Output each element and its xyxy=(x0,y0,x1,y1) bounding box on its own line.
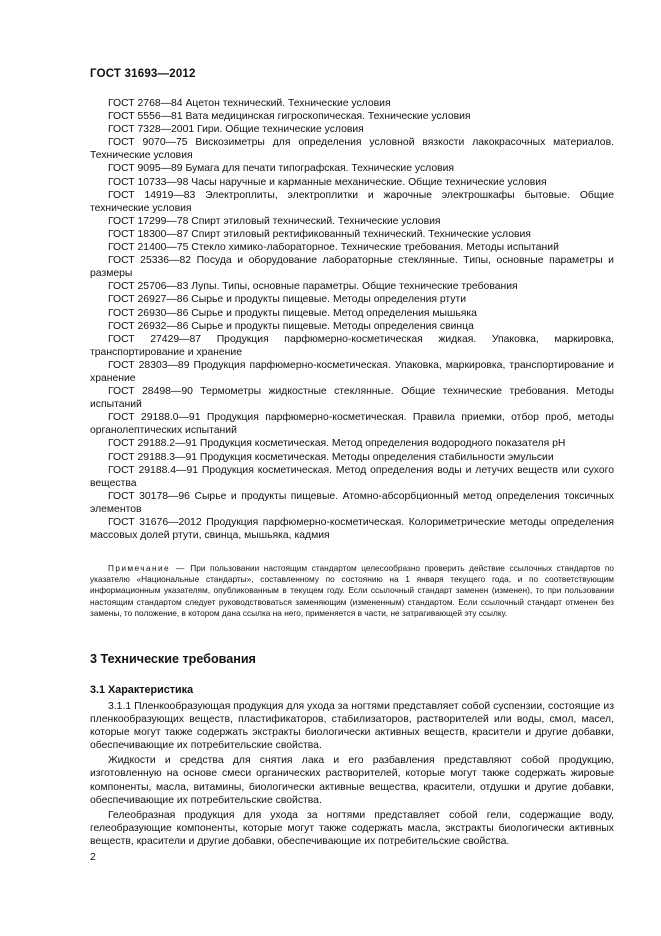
note-text: При пользовании настоящим стандартом целесообразно проверить действие ссылочных стандартов по указателю «Национальные стандарты», составленному по состоянию на 1 января текущего года, и по соответствующим информационным указателям, опубликованным в текущем году. Если ссылочный стандарт заменен (изменен), то при пользовании настоящим стандартом следует руководствоваться заменяющим (измененным) стандартом. Если ссылочный стандарт отменен без замены, то положение, в котором дана ссылка на него, применяется в части, не затрагивающей эту ссылку. xyxy=(90,563,614,618)
section-body xyxy=(90,700,614,850)
section-title: 3 Технические требования xyxy=(90,652,256,666)
reference-item: ГОСТ 27429—87 Продукция парфюмерно-косметическая жидкая. Упаковка, маркировка, транспортирование и хранение xyxy=(90,333,614,358)
paragraph: Жидкости и средства для снятия лака и его разбавления представляют собой продукцию, изготовленную на основе смеси органических растворителей, которые могут также содержать жировые компоненты, масла, витамины, биологически активные вещества, красители, отдушки и другие добавки, обеспечивающие их потребительские свойства. xyxy=(90,755,614,806)
paragraph: Гелеобразная продукция для ухода за ногтями представляет собой гели, содержащие воду, гелеобразующие компоненты, которые могут также содержать масла, экстракты биологически активных веществ, красители и другие добавки, обеспечивающие их потребительские свойства. xyxy=(90,809,614,847)
normative-references-list xyxy=(90,97,614,542)
reference-item: ГОСТ 29188.0—91 Продукция парфюмерно-косметическая. Правила приемки, отбор проб, методы органолептических испытаний xyxy=(90,412,614,437)
reference-item: ГОСТ 14919—83 Электроплиты, электроплитки и жарочные электрошкафы бытовые. Общие технические условия xyxy=(90,189,614,214)
reference-item: ГОСТ 21400—75 Стекло химико-лабораторное. Технические требования. Методы испытаний xyxy=(108,242,559,254)
paragraph: 3.1.1 Пленкообразующая продукция для ухода за ногтями представляет собой суспензии, состоящие из пленкообразующих веществ, пластификаторов, стабилизаторов, растворителей или воды, смол, масел, которые могут также содержать экстракты биологически активных веществ, красители и другие добавки, обеспечивающие их потребительские свойства. xyxy=(90,701,614,752)
reference-item: ГОСТ 29188.2—91 Продукция косметическая. Метод определения водородного показателя pH xyxy=(108,438,566,450)
reference-item: ГОСТ 5556—81 Вата медицинская гигроскопическая. Технические условия xyxy=(108,111,471,123)
reference-item: ГОСТ 26927—86 Сырье и продукты пищевые. Методы определения ртути xyxy=(108,294,467,306)
reference-item: ГОСТ 29188.3—91 Продукция косметическая. Методы определения стабильности эмульсии xyxy=(108,451,554,463)
reference-item: ГОСТ 17299—78 Спирт этиловый технический. Технические условия xyxy=(108,215,441,227)
reference-item: ГОСТ 18300—87 Спирт этиловый ректификованный технический. Технические условия xyxy=(108,228,531,240)
reference-item: ГОСТ 29188.4—91 Продукция косметическая. Метод определения воды и летучих веществ или сухого вещества xyxy=(90,464,614,489)
document-header: ГОСТ 31693—2012 xyxy=(90,68,196,80)
reference-item: ГОСТ 31676—2012 Продукция парфюмерно-косметическая. Колориметрические методы определения массовых долей ртути, свинца, мышьяка, кадмия xyxy=(90,517,614,542)
reference-item: ГОСТ 30178—96 Сырье и продукты пищевые. Атомно-абсорбционный метод определения токсичных элементов xyxy=(90,490,614,515)
reference-item: ГОСТ 26932—86 Сырье и продукты пищевые. Методы определения свинца xyxy=(108,320,474,332)
reference-item: ГОСТ 25336—82 Посуда и оборудование лабораторные стеклянные. Типы, основные параметры и размеры xyxy=(90,255,614,280)
reference-item: ГОСТ 10733—98 Часы наручные и карманные механические. Общие технические условия xyxy=(108,176,547,188)
subsection-title: 3.1 Характеристика xyxy=(90,684,194,696)
reference-item: ГОСТ 9095—89 Бумага для печати типографская. Технические условия xyxy=(108,163,455,175)
reference-item: ГОСТ 2768—84 Ацетон технический. Технические условия xyxy=(108,98,391,109)
reference-item: ГОСТ 28498—90 Термометры жидкостные стеклянные. Общие технические требования. Методы испытаний xyxy=(90,386,614,411)
note-label: Примечание — xyxy=(108,563,186,573)
references-note xyxy=(90,563,614,619)
reference-item: ГОСТ 25706—83 Лупы. Типы, основные параметры. Общие технические требования xyxy=(108,281,518,293)
reference-item: ГОСТ 26930—86 Сырье и продукты пищевые. Метод определения мышьяка xyxy=(108,307,477,319)
page-number: 2 xyxy=(90,851,96,863)
reference-item: ГОСТ 7328—2001 Гири. Общие технические условия xyxy=(108,124,364,136)
reference-item: ГОСТ 9070—75 Вискозиметры для определения условной вязкости лакокрасочных материалов. Технические условия xyxy=(90,137,614,162)
reference-item: ГОСТ 28303—89 Продукция парфюмерно-косметическая. Упаковка, маркировка, транспортирование и хранение xyxy=(90,359,614,384)
